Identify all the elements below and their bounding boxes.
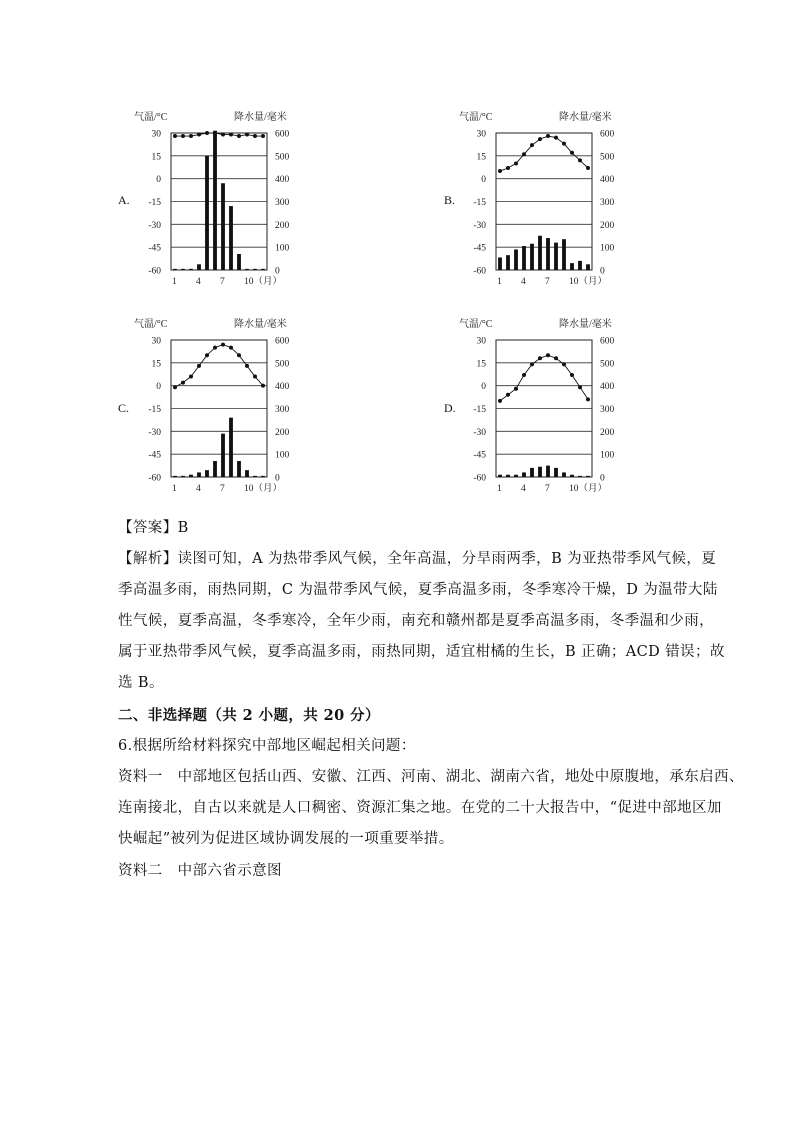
temperature-tick-label: -30 bbox=[148, 220, 161, 231]
temperature-point bbox=[578, 385, 582, 389]
temperature-point bbox=[213, 346, 217, 350]
month-tick-label: 4 bbox=[521, 277, 526, 287]
month-tick-label: 10（月） bbox=[244, 484, 283, 494]
precipitation-tick-label: 200 bbox=[275, 427, 290, 438]
month-tick-label: 10（月） bbox=[244, 277, 283, 287]
precipitation-bar bbox=[261, 476, 265, 477]
precipitation-tick-label: 400 bbox=[275, 175, 290, 186]
precipitation-bar bbox=[237, 461, 241, 477]
temperature-point bbox=[538, 137, 542, 141]
temperature-point bbox=[229, 346, 233, 350]
temperature-point bbox=[189, 134, 193, 138]
temperature-tick-label: -45 bbox=[473, 450, 486, 461]
temperature-point bbox=[205, 353, 209, 357]
temperature-line bbox=[175, 345, 263, 388]
precipitation-tick-label: 400 bbox=[600, 175, 615, 186]
chart-svg bbox=[455, 315, 655, 505]
precipitation-bar bbox=[570, 475, 574, 477]
temperature-tick-label: 30 bbox=[476, 129, 486, 140]
precipitation-tick-label: 500 bbox=[600, 359, 615, 370]
temperature-tick-label: -30 bbox=[148, 427, 161, 438]
temperature-point bbox=[253, 375, 257, 379]
temperature-point bbox=[213, 131, 217, 135]
precipitation-axis-title: 降水量/毫米 bbox=[559, 319, 612, 330]
precipitation-axis-title: 降水量/毫米 bbox=[559, 112, 612, 123]
temperature-tick-label: -45 bbox=[148, 450, 161, 461]
month-tick-label: 4 bbox=[196, 484, 201, 494]
temperature-tick-label: -15 bbox=[148, 198, 161, 208]
temperature-point bbox=[197, 364, 201, 368]
precipitation-bar bbox=[253, 476, 257, 477]
temperature-point bbox=[530, 362, 534, 366]
precipitation-bar bbox=[237, 254, 241, 270]
analysis-line-1: 【解析】读图可知，A 为热带季风气候，全年高温，分旱雨两季，B 为亚热带季风气候，夏 bbox=[118, 551, 717, 567]
temperature-point bbox=[181, 134, 185, 138]
option-label-a: A. bbox=[118, 193, 130, 207]
precipitation-bar bbox=[586, 264, 590, 270]
temperature-point bbox=[570, 151, 574, 155]
precipitation-bar bbox=[506, 475, 510, 477]
precipitation-axis-title: 降水量/毫米 bbox=[234, 112, 287, 123]
temperature-point bbox=[586, 397, 590, 401]
precipitation-bar bbox=[546, 238, 550, 270]
precipitation-tick-label: 500 bbox=[275, 359, 290, 370]
temperature-tick-label: -60 bbox=[473, 473, 486, 484]
precipitation-tick-label: 300 bbox=[275, 198, 290, 208]
precipitation-bar bbox=[253, 269, 257, 270]
temperature-axis-title: 气温/°C bbox=[459, 319, 493, 330]
temperature-tick-label: -45 bbox=[148, 243, 161, 254]
precipitation-tick-label: 200 bbox=[600, 427, 615, 438]
temperature-tick-label: -15 bbox=[473, 198, 486, 208]
month-tick-label: 7 bbox=[220, 277, 225, 287]
temperature-point bbox=[253, 134, 257, 138]
month-tick-label: 4 bbox=[521, 484, 526, 494]
month-tick-label: 1 bbox=[172, 484, 177, 494]
month-tick-label: 7 bbox=[545, 484, 550, 494]
precipitation-bar bbox=[205, 156, 209, 270]
material-one-line-2: 连南接北，自古以来就是人口稠密、资源汇集之地。在党的二十大报告中，“促进中部地区加 bbox=[118, 800, 722, 816]
precipitation-tick-label: 500 bbox=[275, 152, 290, 163]
temperature-point bbox=[514, 161, 518, 165]
option-label-d: D. bbox=[444, 401, 456, 415]
temperature-point bbox=[562, 362, 566, 366]
temperature-point bbox=[197, 133, 201, 137]
temperature-point bbox=[261, 384, 265, 388]
temperature-point bbox=[586, 166, 590, 170]
precipitation-bar bbox=[514, 475, 518, 477]
precipitation-tick-label: 0 bbox=[275, 266, 280, 277]
temperature-line bbox=[500, 355, 588, 401]
precipitation-tick-label: 0 bbox=[600, 473, 605, 484]
temperature-tick-label: 30 bbox=[151, 129, 161, 140]
temperature-tick-label: 15 bbox=[476, 152, 486, 163]
temperature-point bbox=[554, 356, 558, 360]
section-heading: 二、非选择题（共 2 小题，共 20 分） bbox=[118, 707, 380, 724]
analysis-line-5: 选 B。 bbox=[118, 675, 164, 691]
precipitation-tick-label: 0 bbox=[275, 473, 280, 484]
precipitation-bar bbox=[245, 470, 249, 477]
precipitation-bar bbox=[570, 263, 574, 270]
temperature-point bbox=[530, 143, 534, 147]
temperature-point bbox=[221, 343, 225, 347]
temperature-tick-label: -60 bbox=[148, 473, 161, 484]
precipitation-tick-label: 100 bbox=[600, 450, 615, 461]
precipitation-bar bbox=[181, 476, 185, 477]
precipitation-tick-label: 100 bbox=[275, 243, 290, 254]
temperature-point bbox=[261, 134, 265, 138]
precipitation-bar bbox=[261, 269, 265, 270]
precipitation-tick-label: 100 bbox=[600, 243, 615, 254]
precipitation-bar bbox=[554, 243, 558, 270]
precipitation-bar bbox=[245, 269, 249, 270]
climate-chart-a bbox=[130, 108, 460, 308]
month-tick-label: 1 bbox=[497, 277, 502, 287]
temperature-tick-label: 0 bbox=[156, 382, 161, 393]
temperature-point bbox=[205, 131, 209, 135]
precipitation-tick-label: 300 bbox=[600, 198, 615, 208]
temperature-point bbox=[181, 381, 185, 385]
temperature-point bbox=[229, 133, 233, 137]
chart-svg bbox=[130, 108, 330, 298]
precipitation-tick-label: 600 bbox=[275, 336, 290, 347]
temperature-point bbox=[514, 387, 518, 391]
temperature-tick-label: -60 bbox=[148, 266, 161, 277]
climate-chart-c bbox=[130, 315, 460, 515]
precipitation-bar bbox=[530, 468, 534, 477]
temperature-point bbox=[189, 375, 193, 379]
climate-chart-b bbox=[455, 108, 785, 308]
temperature-point bbox=[506, 166, 510, 170]
precipitation-bar bbox=[221, 434, 225, 477]
precipitation-bar bbox=[498, 475, 502, 477]
temperature-point bbox=[221, 133, 225, 137]
month-tick-label: 7 bbox=[220, 484, 225, 494]
month-tick-label: 7 bbox=[545, 277, 550, 287]
chart-svg bbox=[130, 315, 330, 505]
month-tick-label: 10（月） bbox=[569, 484, 608, 494]
temperature-tick-label: 30 bbox=[476, 336, 486, 347]
precipitation-tick-label: 300 bbox=[600, 405, 615, 415]
temperature-point bbox=[498, 399, 502, 403]
precipitation-bar bbox=[229, 418, 233, 477]
precipitation-tick-label: 400 bbox=[275, 382, 290, 393]
precipitation-bar bbox=[562, 239, 566, 270]
temperature-point bbox=[546, 353, 550, 357]
option-label-c: C. bbox=[118, 401, 130, 415]
month-tick-label: 10（月） bbox=[569, 277, 608, 287]
temperature-tick-label: -15 bbox=[473, 405, 486, 415]
temperature-point bbox=[245, 133, 249, 137]
temperature-point bbox=[578, 158, 582, 162]
precipitation-bar bbox=[197, 472, 201, 477]
precipitation-tick-label: 600 bbox=[600, 336, 615, 347]
temperature-point bbox=[237, 353, 241, 357]
temperature-point bbox=[554, 136, 558, 140]
precipitation-bar bbox=[578, 476, 582, 477]
precipitation-bar bbox=[213, 461, 217, 477]
temperature-point bbox=[522, 152, 526, 156]
temperature-tick-label: 0 bbox=[481, 382, 486, 393]
temperature-axis-title: 气温/°C bbox=[134, 112, 168, 123]
month-tick-label: 1 bbox=[497, 484, 502, 494]
precipitation-bar bbox=[213, 131, 217, 270]
precipitation-tick-label: 600 bbox=[275, 129, 290, 140]
temperature-tick-label: 0 bbox=[481, 175, 486, 186]
precipitation-tick-label: 300 bbox=[275, 405, 290, 415]
temperature-point bbox=[546, 134, 550, 138]
precipitation-bar bbox=[578, 261, 582, 270]
temperature-line bbox=[500, 136, 588, 171]
precipitation-tick-label: 400 bbox=[600, 382, 615, 393]
month-tick-label: 1 bbox=[172, 277, 177, 287]
question-line-1: 6.根据所给材料探究中部地区崛起相关问题： bbox=[118, 738, 416, 754]
temperature-point bbox=[237, 134, 241, 138]
precipitation-bar bbox=[586, 476, 590, 477]
temperature-point bbox=[173, 134, 177, 138]
precipitation-tick-label: 100 bbox=[275, 450, 290, 461]
precipitation-bar bbox=[562, 472, 566, 477]
temperature-tick-label: 15 bbox=[151, 359, 161, 370]
temperature-tick-label: 15 bbox=[476, 359, 486, 370]
precipitation-bar bbox=[173, 269, 177, 270]
precipitation-bar bbox=[189, 269, 193, 270]
precipitation-bar bbox=[181, 269, 185, 270]
option-label-b: B. bbox=[444, 193, 456, 207]
precipitation-bar bbox=[522, 472, 526, 477]
material-one-line-3: 快崛起”被列为促进区域协调发展的一项重要举措。 bbox=[118, 831, 454, 847]
precipitation-bar bbox=[546, 466, 550, 477]
temperature-point bbox=[570, 373, 574, 377]
temperature-point bbox=[522, 373, 526, 377]
precipitation-bar bbox=[538, 236, 542, 270]
precipitation-axis-title: 降水量/毫米 bbox=[234, 319, 287, 330]
precipitation-tick-label: 200 bbox=[600, 220, 615, 231]
precipitation-bar bbox=[530, 244, 534, 270]
precipitation-tick-label: 200 bbox=[275, 220, 290, 231]
precipitation-bar bbox=[538, 467, 542, 477]
temperature-point bbox=[245, 364, 249, 368]
precipitation-bar bbox=[506, 255, 510, 270]
temperature-tick-label: 0 bbox=[156, 175, 161, 186]
temperature-point bbox=[506, 393, 510, 397]
temperature-axis-title: 气温/°C bbox=[459, 112, 493, 123]
temperature-point bbox=[562, 142, 566, 146]
temperature-axis-title: 气温/°C bbox=[134, 319, 168, 330]
precipitation-bar bbox=[189, 475, 193, 477]
answer-line: 【答案】B bbox=[118, 520, 189, 536]
temperature-tick-label: -30 bbox=[473, 220, 486, 231]
analysis-line-3: 性气候，夏季高温，冬季寒冷，全年少雨，南充和赣州都是夏季高温多雨，冬季温和少雨， bbox=[118, 613, 714, 629]
analysis-line-4: 属于亚热带季风气候，夏季高温多雨，雨热同期，适宜柑橘的生长，B 正确；ACD 错误；故 bbox=[118, 644, 725, 660]
temperature-tick-label: -30 bbox=[473, 427, 486, 438]
temperature-tick-label: 30 bbox=[151, 336, 161, 347]
precipitation-bar bbox=[205, 470, 209, 477]
month-tick-label: 4 bbox=[196, 277, 201, 287]
temperature-point bbox=[173, 385, 177, 389]
precipitation-bar bbox=[498, 257, 502, 270]
material-two-line: 资料二 中部六省示意图 bbox=[118, 863, 282, 879]
temperature-point bbox=[538, 356, 542, 360]
precipitation-bar bbox=[173, 476, 177, 477]
climate-chart-d bbox=[455, 315, 785, 515]
temperature-tick-label: -15 bbox=[148, 405, 161, 415]
precipitation-tick-label: 600 bbox=[600, 129, 615, 140]
material-one-line-1: 资料一 中部地区包括山西、安徽、江西、河南、湖北、湖南六省，地处中原腹地，承东启西、 bbox=[118, 769, 744, 785]
temperature-point bbox=[498, 169, 502, 173]
temperature-tick-label: -60 bbox=[473, 266, 486, 277]
temperature-tick-label: 15 bbox=[151, 152, 161, 163]
precipitation-bar bbox=[221, 183, 225, 270]
chart-svg bbox=[455, 108, 655, 298]
precipitation-bar bbox=[514, 249, 518, 270]
precipitation-bar bbox=[197, 264, 201, 270]
precipitation-bar bbox=[522, 246, 526, 270]
precipitation-bar bbox=[554, 468, 558, 477]
precipitation-tick-label: 500 bbox=[600, 152, 615, 163]
precipitation-tick-label: 0 bbox=[600, 266, 605, 277]
temperature-tick-label: -45 bbox=[473, 243, 486, 254]
analysis-line-2: 季高温多雨，雨热同期，C 为温带季风气候，夏季高温多雨，冬季寒冷干燥，D 为温带大陆 bbox=[118, 582, 718, 598]
precipitation-bar bbox=[229, 206, 233, 270]
